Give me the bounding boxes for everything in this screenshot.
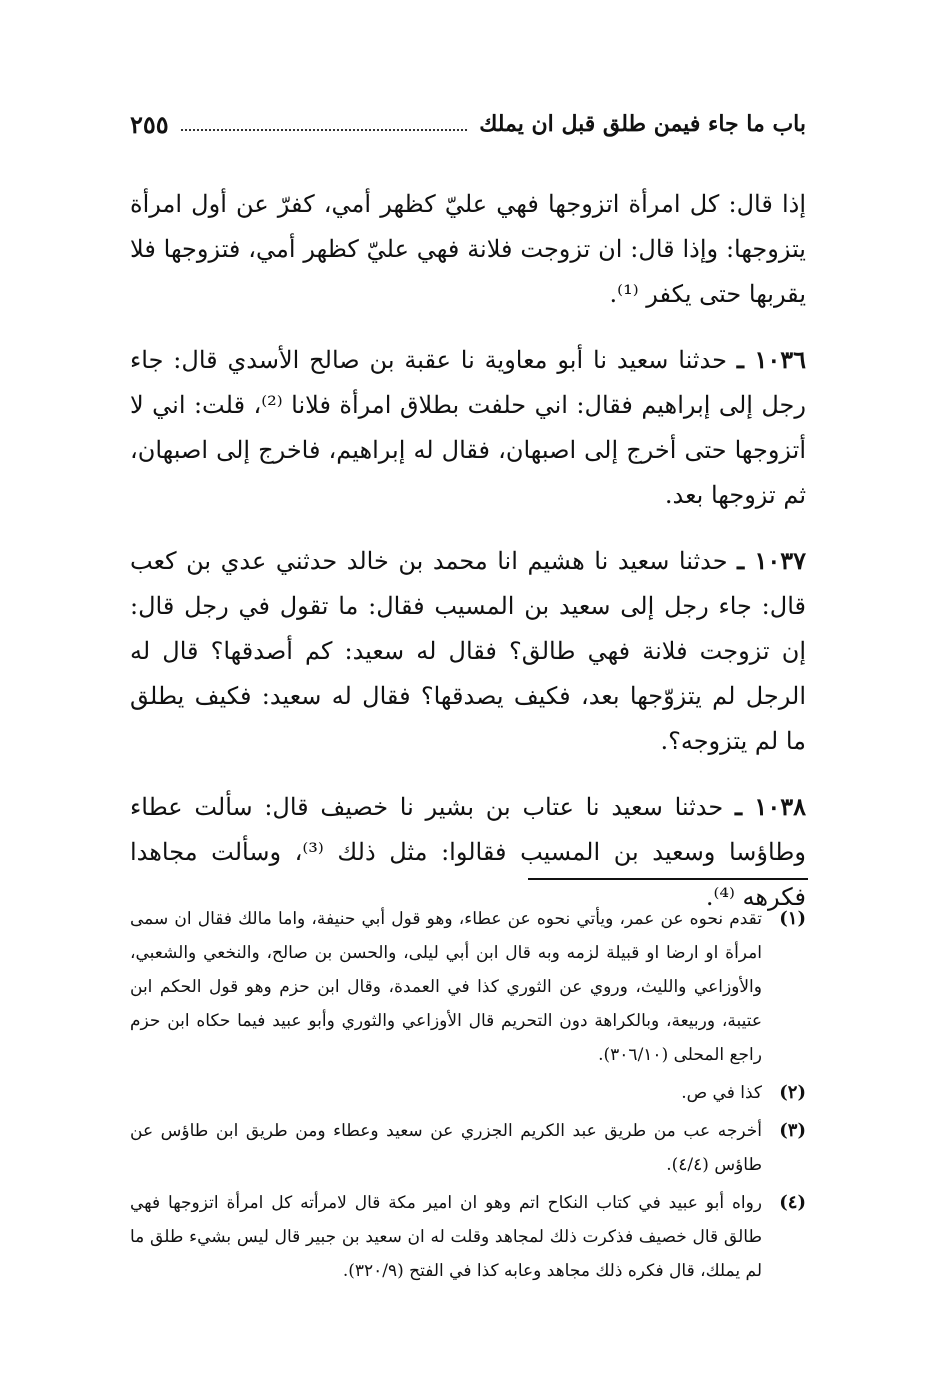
footnote-text: أخرجه عب من طريق عبد الكريم الجزري عن سعيد وعطاء ومن طريق ابن طاؤس عن طاؤس (٤/٤).: [130, 1121, 762, 1175]
paragraph-continuation: [130, 182, 806, 317]
hadith-1037: [130, 538, 806, 764]
hadith-number: ١٠٣٧ ـ: [737, 546, 806, 575]
footnote-marker: (١): [779, 908, 806, 929]
footnote-separator: [528, 878, 808, 880]
footnote-marker: (٣): [779, 1120, 806, 1141]
footnote-4: [130, 1186, 806, 1288]
paragraph-text: إذا قال: كل امرأة اتزوجها فهي عليّ كظهر أمي، كفرّ عن أول امرأة يتزوجها: وإذا قال: ان تزوجت فلانة فهي عليّ كظهر أمي، فتزوجها فلا يقربها حتى يكفر ⁽¹⁾.: [130, 190, 806, 308]
footnote-1: [130, 902, 806, 1072]
chapter-title: باب ما جاء فيمن طلق قبل ان يملك: [479, 111, 806, 137]
paragraph-text: حدثنا سعيد نا هشيم انا محمد بن خالد حدثني عدي بن كعب قال: جاء رجل إلى سعيد بن المسيب فقال: ما تقول في رجل قال: إن تزوجت فلانة فهي طالق؟ فقال له سعيد: كم أصدقها؟ قال له الرجل لم يتزوّجها بعد، فكيف يصدقها؟ فقال له سعيد: فكيف يطلق ما لم يتزوجه؟.: [130, 547, 806, 755]
hadith-1036: [130, 337, 806, 518]
footnote-text: كذا في ص.: [681, 1083, 762, 1103]
footnote-marker: (٤): [779, 1192, 806, 1213]
hadith-1038: [130, 784, 806, 920]
hadith-number: ١٠٣٦ ـ: [736, 345, 806, 374]
paragraph-text: حدثنا سعيد نا أبو معاوية نا عقبة بن صالح الأسدي قال: جاء رجل إلى إبراهيم فقال: اني حلفت بطلاق امرأة فلانا ⁽²⁾، قلت: اني لا أتزوجها حتى أخرج إلى اصبهان، فقال له إبراهيم، فاخرج إلى اصبهان، ثم تزوجها بعد.: [130, 346, 807, 509]
footnotes: [130, 902, 806, 1292]
paragraph-text: حدثنا سعيد نا عتاب بن بشير نا خصيف قال: سألت عطاء وطاؤسا وسعيد بن المسيب فقالوا: مثل ذلك ⁽³⁾، وسألت مجاهدا فكرهه ⁽⁴⁾.: [130, 793, 806, 911]
page-number: ٢٥٥: [130, 109, 169, 139]
footnote-marker: (٢): [779, 1082, 806, 1103]
main-text: [130, 182, 806, 940]
footnote-text: تقدم نحوه عن عمر، ويأتي نحوه عن عطاء، وهو قول أبي حنيفة، واما مالك فقال ان سمى امرأة او ارضا او قبيلة لزمه وبه قال ابن أبي ليلى، والحسن بن صالح، والنخعي والشعبي، والأوزاعي والليث، وروي عن الثوري كذا في العمدة، وقال ابن حزم وهو قول الحكم ابن عتيبة، وربيعة، وبالكراهة دون التحريم قال الأوزاعي والثوري وأبو عبيد فيما حكاه ابن حزم راجع المحلى (٣٠٦/١٠).: [130, 909, 762, 1065]
footnote-text: رواه أبو عبيد في كتاب النكاح اتم وهو ان امير مكة قال لامرأته كل امرأة اتزوجها فهي طالق قال خصيف فذكرت ذلك لمجاهد وقلت له ان سعيد بن جبير قال ليس بشيء طلق ما لم يملك، قال فكره ذلك مجاهد وعابه كذا في الفتح (٣٢٠/٩).: [130, 1193, 762, 1281]
hadith-number: ١٠٣٨ ـ: [734, 792, 806, 821]
footnote-2: [130, 1076, 806, 1110]
footnote-3: [130, 1114, 806, 1182]
leader-dots: [181, 129, 468, 131]
running-header: [130, 104, 806, 144]
